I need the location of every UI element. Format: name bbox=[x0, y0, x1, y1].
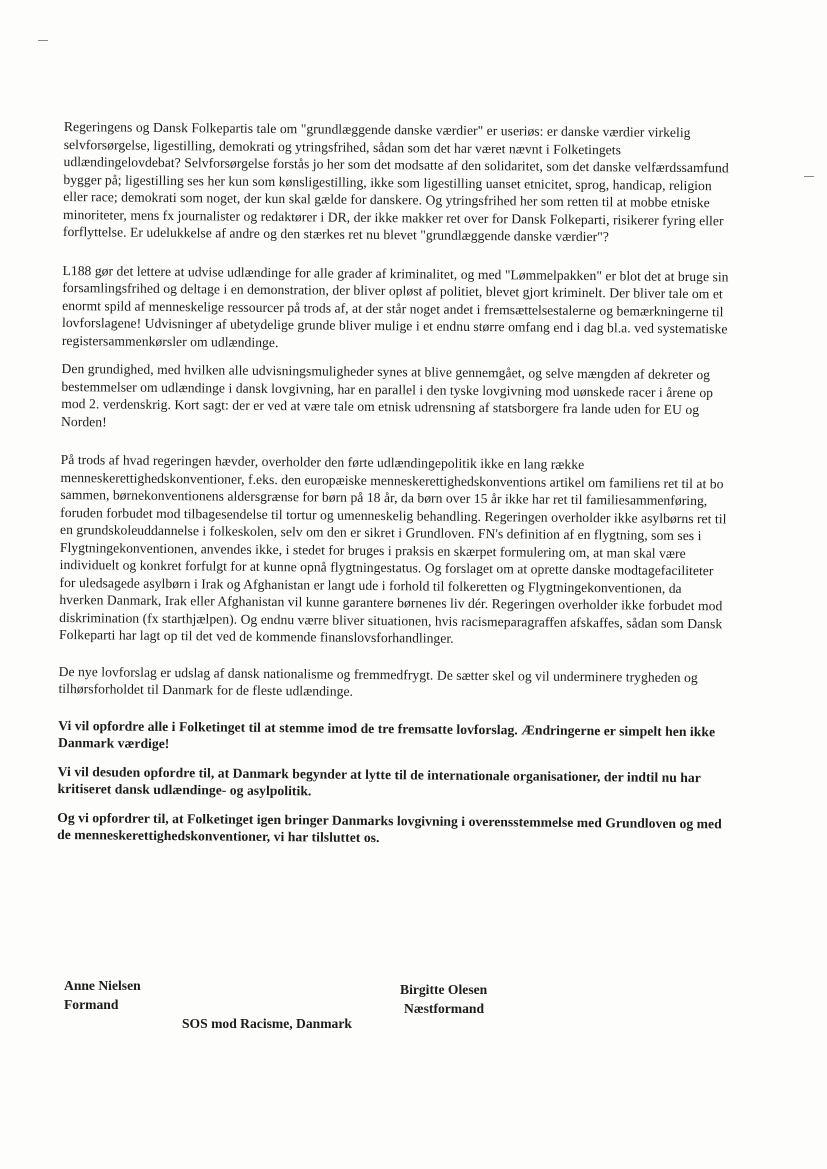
paragraph-l188: L188 gør det lettere at udvise udlændinge for alle grader af kriminalitet, og med "Lømmelpakken" er blot det at bruge sin forsamlingsfrihed og deltage i en demonstration, der bliver opløst af politiet, blevet gjort kriminelt. Der bliver tale om et enormt spild af menneskelige ressourcer på trods af, at der står noget andet i fremsættelsestalerne og bemærkningerne til lovforslagene! Udvisninger af ubetydelige grunde bliver mulige i et endnu større omfang end i dag bl.a. ved systematiske registersammenkørsler om udlændinge. bbox=[61, 262, 729, 350]
signature-right-name: Birgitte Olesen bbox=[400, 982, 488, 997]
signature-left-title: Formand bbox=[64, 997, 119, 1012]
letter-body bbox=[57, 118, 732, 850]
paragraph-nationalism: De nye lovforslag er udslag af dansk nationalisme og fremmedfrygt. De sætter skel og vil underminere trygheden og tilhørsforholdet til Danmark for de fleste udlændinge. bbox=[58, 663, 698, 699]
appeal-constitution: Og vi opfordrer til, at Folketinget igen bringer Danmarks lovgivning i overensstemmelse med Grundloven og med de menneskerettighedskonventioner, vi har tilsluttet os. bbox=[57, 809, 722, 846]
scan-mark-top-left bbox=[38, 40, 48, 41]
signature-left-name: Anne Nielsen bbox=[64, 978, 141, 993]
paragraph-thoroughness: Den grundighed, med hvilken alle udvisningsmuligheder synes at blive gennemgået, og selve mængden af dekreter og bestemmelser om udlændinge i dansk lovgivning, har en parallel i den tyske lovgivning mod uønskede racer i årene op mod 2. verdenskrig. Kort sagt: der er ved at være tale om etnisk udrensning af statsborgere fra lande uden for EU og Norden! bbox=[61, 360, 714, 429]
signature-organization: SOS mod Racisme, Danmark bbox=[182, 1016, 352, 1031]
appeal-vote-against: Vi vil opfordre alle i Folketinget til at stemme imod de tre fremsatte lovforslag. Ændringerne er simpelt hen ikke Danmark værdige! bbox=[57, 717, 716, 752]
scan-mark-right bbox=[804, 176, 814, 177]
signature-right-title: Næstformand bbox=[404, 1001, 485, 1016]
signature-left bbox=[64, 976, 141, 1014]
signature-right bbox=[400, 980, 487, 1018]
paragraph-values: Regeringens og Dansk Folkepartis tale om "grundlæggende danske værdier" er useriøs: er danske værdier virkelig selvforsørgelse, ligestilling, demokrati og ytringsfrihed, sådan som det har været nævnt i Folketingets udlændingelovdebat? Selvforsørgelse forstås jo her som det modsatte af den solidaritet, som det danske velfærdssamfund bygger på; ligestilling ses her kun som kønsligestilling, ikke som ligestilling uanset etnicitet, sprog, handicap, religion eller race; demokrati som noget, der kun skal gælde for danskere. Og ytringsfrihed her som retten til at mobbe etniske minoriteter, mens fx journalister og redaktører i DR, der ikke makker ret over for Dansk Folkeparti, risikerer fyring eller forflyttelse. Er udelukkelse af andre og den stærkes ret nu blevet "grundlæggende danske værdier"? bbox=[62, 118, 729, 245]
paragraph-conventions: På trods af hvad regeringen hævder, overholder den førte udlændingepolitik ikke en lang række menneskerettighedskonventioner, f.eks. den europæiske menneskerettighedskonventions artikel om familiens ret til at bo sammen, børnekonventionens aldersgrænse for børn på 18 år, da børn over 15 år ikke har ret til familiesammenføring, foruden forbudet mod tilbagesendelse til tortur og umenneskelig behandling. Regeringen overholder ikke asylbørns ret til en grundskoleuddannelse i folkeskolen, selv om den er sikret i Grundloven. FN's definition af en flygtning, som ses i Flygtningekonventionen, anvendes ikke, i stedet for bruges i praksis en skærpet formulering om, at man skal være individuelt og konkret forfulgt for at kunne opnå flygtningestatus. Og forslaget om at oprette danske modtagefaciliteter for uledsagede asylbørn i Irak og Afghanistan er langt ude i forhold til folkeretten og Flygtningekonventionen, da hverken Danmark, Irak eller Afghanistan vil kunne garantere børnenes liv dér. Regeringen overholder ikke forbudet mod diskrimination (fx starthjælpen). Og endnu værre bliver situationen, hvis racismeparagraffen afskaffes, sådan som Dansk Folkeparti har lagt op til det ved de kommende finanslovsforhandlinger. bbox=[58, 451, 727, 646]
appeal-listen: Vi vil desuden opfordre til, at Danmark begynder at lytte til de internationale organisationer, der indtil nu har kritiseret dansk udlændinge- og asylpolitik. bbox=[57, 763, 701, 799]
